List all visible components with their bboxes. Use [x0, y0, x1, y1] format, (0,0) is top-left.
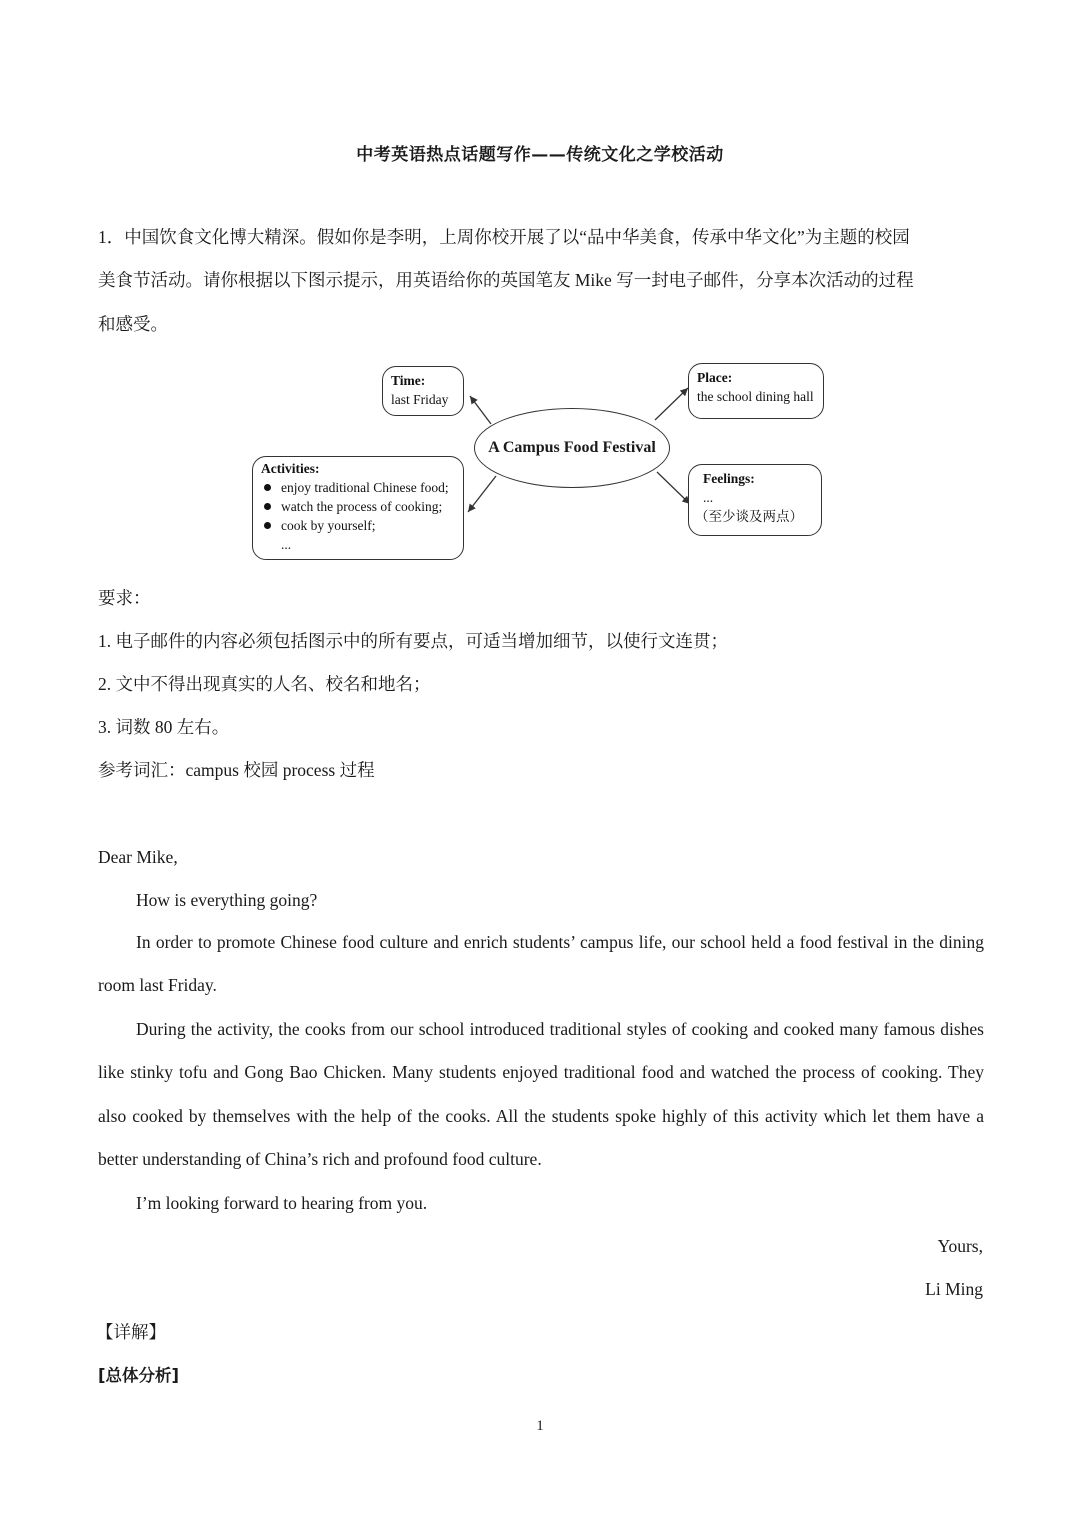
bullet-icon [264, 503, 271, 510]
center-topic: A Campus Food Festival [474, 408, 670, 488]
page-number: 1 [536, 1418, 544, 1434]
detail-heading: 【详解】 [96, 1322, 166, 1342]
feelings-label: Feelings: [703, 471, 755, 486]
prompt-line-3: 和感受。 [98, 313, 168, 334]
requirements-heading: 要求： [98, 588, 151, 608]
place-node [688, 363, 824, 419]
place-value: the school dining hall [697, 389, 814, 404]
feelings-value: ... [703, 490, 714, 505]
requirement-item-2: 2. 文中不得出现真实的人名、校名和地名； [98, 674, 431, 694]
activity-item: cook by yourself; [261, 516, 455, 535]
activity-item: watch the process of cooking; [261, 497, 455, 516]
question-number: 1． [98, 227, 125, 247]
overall-analysis-heading: [总体分析] [98, 1366, 180, 1385]
letter-salutation: Dear Mike, [98, 847, 178, 867]
activity-more: ... [281, 537, 292, 552]
feelings-note: （至少谈及两点） [695, 509, 803, 524]
letter-signoff: Yours, [937, 1236, 983, 1256]
letter-signature: Li Ming [925, 1279, 983, 1299]
activities-label: Activities: [261, 461, 320, 476]
activity-item: enjoy traditional Chinese food; [261, 478, 455, 497]
time-node [382, 366, 464, 416]
prompt-line-2: 美食节活动。请你根据以下图示提示，用英语给你的英国笔友 Mike 写一封电子邮件，分享本次活动的过程 [98, 270, 914, 291]
letter-opening: How is everything going? [136, 890, 318, 910]
letter-closing: I’m looking forward to hearing from you. [136, 1193, 428, 1213]
activities-list [261, 478, 455, 554]
letter-paragraph-1: In order to promote Chinese food culture and enrich students’ campus life, our school held a food festival in the dining room last Friday. [98, 932, 984, 996]
bullet-icon [264, 522, 271, 529]
question-prompt [98, 216, 984, 346]
feelings-node [688, 464, 822, 536]
prompt-line-1: 1．中国饮食文化博大精深。假如你是李明，上周你校开展了以“品中华美食，传承中华文化”为主题的校园 [98, 227, 910, 247]
letter-paragraph-2: During the activity, the cooks from our school introduced traditional styles of cooking and cooked many famous dishes like stinky tofu and Gong Bao Chicken. Many students enjoyed traditional food and watched the process of cooking. They also cooked by themselves with the help of the cooks. All the students spoke highly of this activity which let them have a better understanding of China’s rich and profound food culture. [98, 1019, 984, 1169]
requirement-item-3: 3. 词数 80 左右。 [98, 717, 230, 737]
bullet-icon [264, 484, 271, 491]
reference-vocabulary: 参考词汇：campus 校园 process 过程 [98, 760, 375, 780]
activities-node [252, 456, 464, 560]
requirement-item-1: 1. 电子邮件的内容必须包括图示中的所有要点，可适当增加细节，以使行文连贯； [98, 631, 728, 651]
page-title: 中考英语热点话题写作——传统文化之学校活动 [356, 145, 724, 165]
place-label: Place: [697, 370, 733, 385]
time-label: Time: [391, 373, 426, 388]
mind-map-diagram [248, 358, 828, 568]
time-value: last Friday [391, 392, 449, 407]
